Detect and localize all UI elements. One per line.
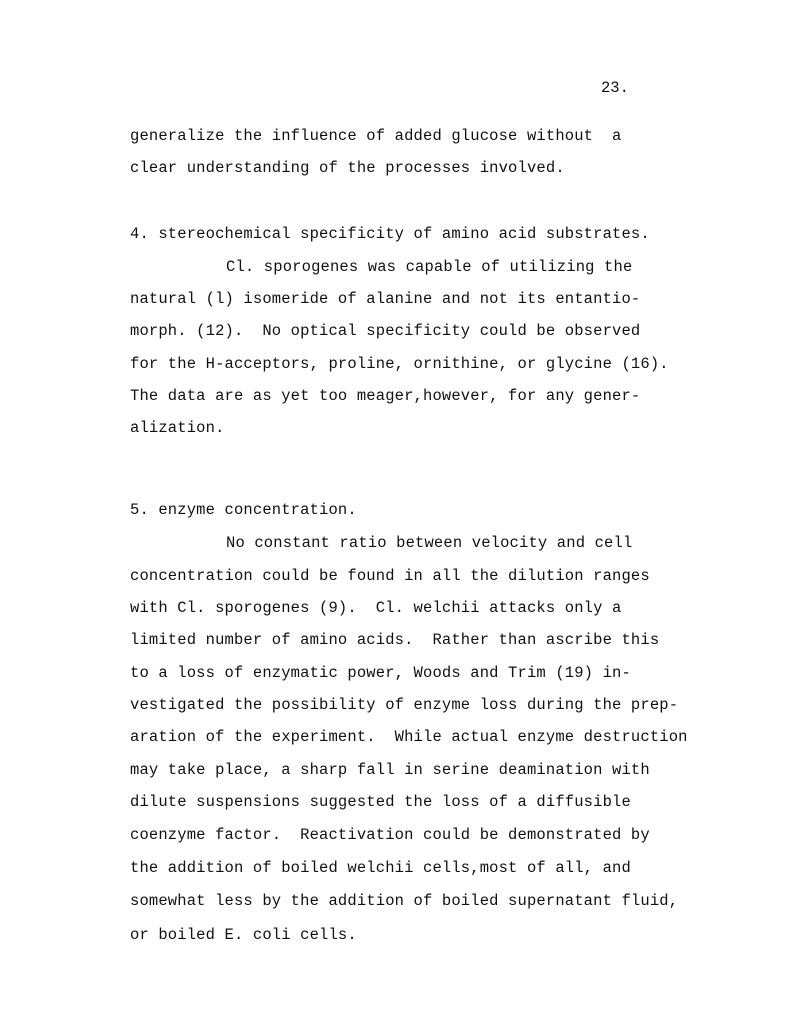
- text-line-18: may take place, a sharp fall in serine deamination with: [130, 761, 650, 779]
- text-line-5: natural (l) isomeride of alanine and not its entantio-: [130, 290, 641, 308]
- text-line-12: concentration could be found in all the dilution ranges: [130, 567, 650, 585]
- section-heading-5: 5. enzyme concentration.: [130, 501, 357, 519]
- text-line-7: for the H-acceptors, proline, ornithine, or glycine (16).: [130, 355, 669, 373]
- text-line-9: alization.: [130, 419, 225, 437]
- section-heading-4: 4. stereochemical specificity of amino acid substrates.: [130, 225, 650, 243]
- text-line-11: No constant ratio between velocity and cell: [226, 534, 633, 552]
- text-line-20: coenzyme factor. Reactivation could be demonstrated by: [130, 826, 650, 844]
- page-number: 23.: [601, 79, 629, 97]
- text-line-2: clear understanding of the processes involved.: [130, 159, 565, 177]
- text-line-4: Cl. sporogenes was capable of utilizing the: [226, 258, 633, 276]
- text-line-22: somewhat less by the addition of boiled supernatant fluid,: [130, 892, 679, 910]
- text-line-19: dilute suspensions suggested the loss of a diffusible: [130, 793, 631, 811]
- text-line-16: vestigated the possibility of enzyme loss during the prep-: [130, 696, 679, 714]
- text-line-8: The data are as yet too meager,however, for any gener-: [130, 387, 641, 405]
- text-line-17: aration of the experiment. While actual enzyme destruction: [130, 728, 688, 746]
- text-line-6: morph. (12). No optical specificity could be observed: [130, 322, 641, 340]
- text-line-1: generalize the influence of added glucose without a: [130, 127, 622, 145]
- text-line-23: or boiled E. coli cells.: [130, 926, 357, 944]
- text-line-21: the addition of boiled welchii cells,most of all, and: [130, 859, 631, 877]
- text-line-13: with Cl. sporogenes (9). Cl. welchii attacks only a: [130, 599, 622, 617]
- text-line-15: to a loss of enzymatic power, Woods and Trim (19) in-: [130, 664, 631, 682]
- text-line-14: limited number of amino acids. Rather than ascribe this: [130, 631, 660, 649]
